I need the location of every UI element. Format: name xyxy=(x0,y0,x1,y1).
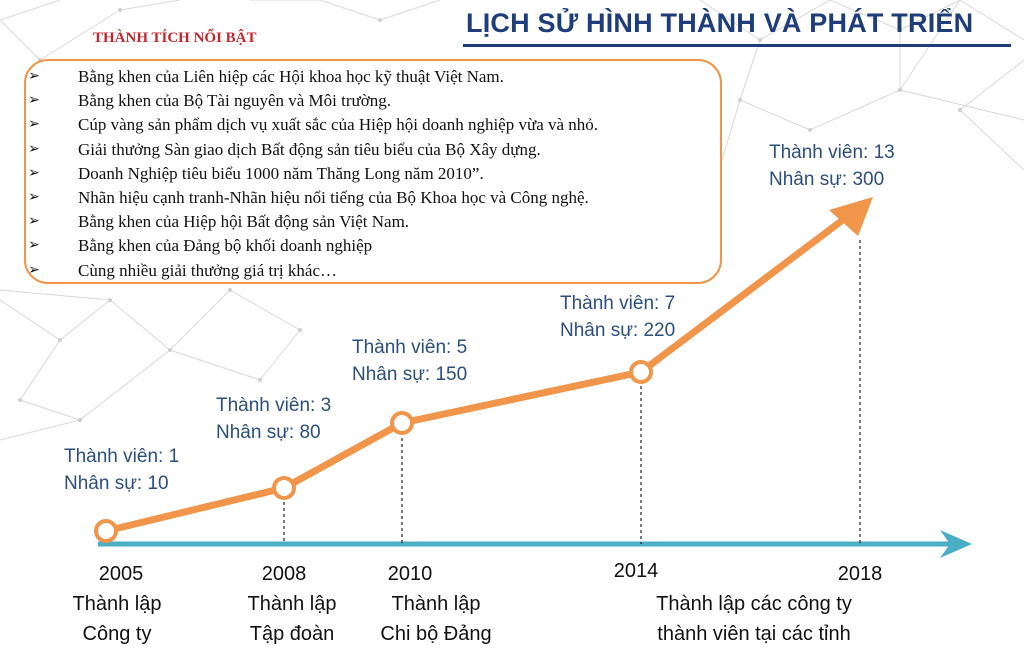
arrowhead-bullet-icon: ➢ xyxy=(28,141,40,157)
achievements-heading: THÀNH TÍCH NỔI BẬT xyxy=(93,30,257,46)
arrowhead-bullet-icon: ➢ xyxy=(28,214,40,230)
members-count: Thành viên: 13 xyxy=(769,142,895,163)
year-label-2018: 2018 xyxy=(837,563,883,585)
desc-line: Công ty xyxy=(82,623,152,645)
year-label-2008: 2008 xyxy=(261,563,307,585)
members-count: Thành viên: 5 xyxy=(352,337,468,358)
milestone-desc-2008 xyxy=(248,589,337,649)
desc-line: Chi bộ Đảng xyxy=(380,623,492,645)
desc-line: thành viên tại các tỉnh xyxy=(657,623,851,645)
staff-count: Nhân sự: 80 xyxy=(216,422,321,443)
staff-count: Nhân sự: 10 xyxy=(64,473,169,494)
year-label-2005: 2005 xyxy=(98,563,144,585)
milestone-node-2008 xyxy=(274,478,294,498)
desc-line: Thành lập xyxy=(391,593,481,615)
desc-line: Tập đoàn xyxy=(249,623,335,645)
milestone-info-2010 xyxy=(352,334,467,388)
members-count: Thành viên: 1 xyxy=(64,446,180,467)
milestone-node-2014 xyxy=(631,362,651,382)
milestone-desc-2010 xyxy=(380,589,491,649)
arrowhead-bullet-icon: ➢ xyxy=(28,238,40,254)
milestone-node-2005 xyxy=(96,521,116,541)
milestone-info-2005 xyxy=(64,443,179,497)
achievement-text: Bằng khen của Bộ Tài nguyên và Môi trường. xyxy=(78,91,391,111)
year-label-2014: 2014 xyxy=(613,560,659,582)
achievement-text: Cúp vàng sản phẩm dịch vụ xuất sắc của Hiệp hội doanh nghiệp vừa và nhỏ. xyxy=(78,115,599,135)
members-count: Thành viên: 7 xyxy=(560,293,676,314)
achievement-text: Bằng khen của Đảng bộ khối doanh nghiệp xyxy=(78,236,373,256)
milestone-desc-2005 xyxy=(73,589,162,649)
achievement-text: Nhãn hiệu cạnh tranh-Nhãn hiệu nổi tiếng của Bộ Khoa học và Công nghệ. xyxy=(78,187,589,207)
staff-count: Nhân sự: 300 xyxy=(769,169,885,190)
achievement-text: Giải thưởng Sàn giao dịch Bất động sản tiêu biểu của Bộ Xây dựng. xyxy=(78,139,541,159)
arrowhead-bullet-icon: ➢ xyxy=(28,93,40,109)
milestone-info-2018 xyxy=(769,139,895,193)
arrowhead-bullet-icon: ➢ xyxy=(28,262,40,278)
members-count: Thành viên: 3 xyxy=(216,395,332,416)
milestone-info-2008 xyxy=(216,392,331,446)
staff-count: Nhân sự: 220 xyxy=(560,320,676,341)
arrowhead-bullet-icon: ➢ xyxy=(28,165,40,181)
achievement-text: Doanh Nghiệp tiêu biểu 1000 năm Thăng Long năm 2010”. xyxy=(78,163,484,183)
page-title: LỊCH SỬ HÌNH THÀNH VÀ PHÁT TRIỂN xyxy=(466,8,974,38)
achievement-text: Bằng khen của Liên hiệp các Hội khoa học kỹ thuật Việt Nam. xyxy=(78,67,504,86)
desc-line: Thành lập các công ty xyxy=(656,593,852,615)
achievement-text: Cùng nhiều giải thưởng giá trị khác… xyxy=(78,260,337,280)
milestone-info-2014 xyxy=(560,290,675,344)
arrowhead-bullet-icon: ➢ xyxy=(28,189,40,205)
milestone-desc-2014 xyxy=(656,589,852,649)
growth-line xyxy=(106,216,848,531)
arrowhead-bullet-icon: ➢ xyxy=(28,69,40,84)
desc-line: Thành lập xyxy=(72,593,162,615)
achievement-text: Bằng khen của Hiệp hội Bất động sản Việt Nam. xyxy=(78,212,410,232)
desc-line: Thành lập xyxy=(247,593,337,615)
milestone-node-2010 xyxy=(392,413,412,433)
growth-arrowhead xyxy=(829,197,873,236)
staff-count: Nhân sự: 150 xyxy=(352,364,468,385)
arrowhead-bullet-icon: ➢ xyxy=(28,117,40,133)
year-label-2010: 2010 xyxy=(387,563,433,585)
